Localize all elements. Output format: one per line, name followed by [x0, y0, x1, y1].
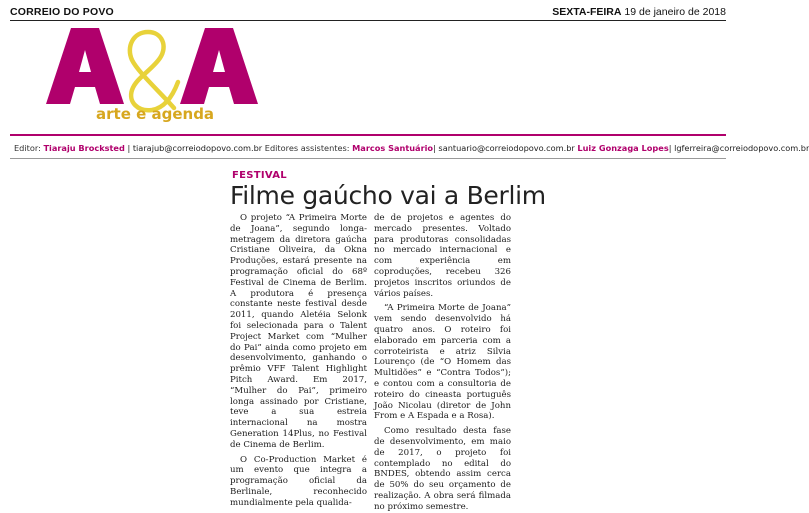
editor-email: | tiarajub@correiodopovo.com.br [127, 143, 263, 153]
logo-letter-a-left [46, 28, 124, 104]
article-column-1 [230, 213, 367, 509]
assistants-label: Editores assistentes: [264, 143, 350, 153]
logo-letter-a-right [180, 28, 258, 104]
issue-date-text: 19 de janeiro de 2018 [621, 6, 726, 18]
issue-date [552, 6, 726, 18]
section-subtitle: arte e agenda [96, 105, 215, 123]
ampersand-icon [130, 32, 178, 110]
masthead-bar [10, 6, 726, 20]
section-rule [10, 134, 726, 136]
article-headline: Filme gaúcho vai a Berlim [230, 181, 546, 210]
article-paragraph: O Co-Production Market é um evento que integra a programação oficial da Berlinale, reconhecido mundialmente pela qualida- [230, 454, 367, 508]
assistant-email-2: | lgferreira@correiodopovo.com.br [668, 143, 809, 153]
editor-label: Editor: [14, 143, 41, 153]
editors-line [14, 143, 809, 153]
article-paragraph: “A Primeira Morte de Joana” vem sendo desenvolvido há quatro anos. O roteiro foi elaborado em parceria com a corroteirista e atriz Silvia Lourenço (de “O Homem das Multidões” e “Contra Todos”); e contou com a consultoria de roteiro do cineasta português João Nicolau (diretor de John From e A Espada e a Rosa). [374, 303, 511, 422]
issue-weekday: SEXTA-FEIRA [552, 6, 622, 18]
assistant-name-2: Luiz Gonzaga Lopes [577, 143, 669, 153]
article-paragraph: de de projetos e agentes do mercado presentes. Voltado para produtoras consolidadas no mercado internacional e com experiência em coproduções, recebeu 326 projetos inscritos oriundos de vários países. [374, 213, 511, 299]
assistant-name-1: Marcos Santuário [352, 143, 434, 153]
article-column-2 [374, 213, 511, 513]
article-paragraph: Como resultado desta fase de desenvolvimento, em maio de 2017, o projeto foi contemplado no edital do BNDES, obtendo assim cerca de 50% do seu orçamento de realização. A obra será filmada no próximo semestre. [374, 426, 511, 512]
editor-name: Tiaraju Brocksted [43, 143, 125, 153]
article-kicker: FESTIVAL [232, 170, 287, 181]
newspaper-name: CORREIO DO POVO [10, 6, 114, 18]
article-paragraph: O projeto “A Primeira Morte de Joana”, segundo longa-metragem da diretora gaúcha Cristiane Oliveira, da Okna Produções, estará presente na programação oficial do 68º Festival de Cinema de Berlim. A produtora é presença constante neste festival desde 2011, quando Aletéia Selonk foi selecionada para o Talent Project Market com “Mulher do Pai” ainda como projeto em desenvolvimento, ganhando o prêmio VFF Talent Highlight Pitch Award. Em 2017, “Mulher do Pai”, primeiro longa assinado por Cristiane, teve a sua estreia internacional na mostra Generation 14Plus, no Festival de Cinema de Berlim. [230, 213, 367, 450]
assistant-email-1: | santuario@correiodopovo.com.br [433, 143, 575, 153]
editors-rule [10, 158, 726, 159]
